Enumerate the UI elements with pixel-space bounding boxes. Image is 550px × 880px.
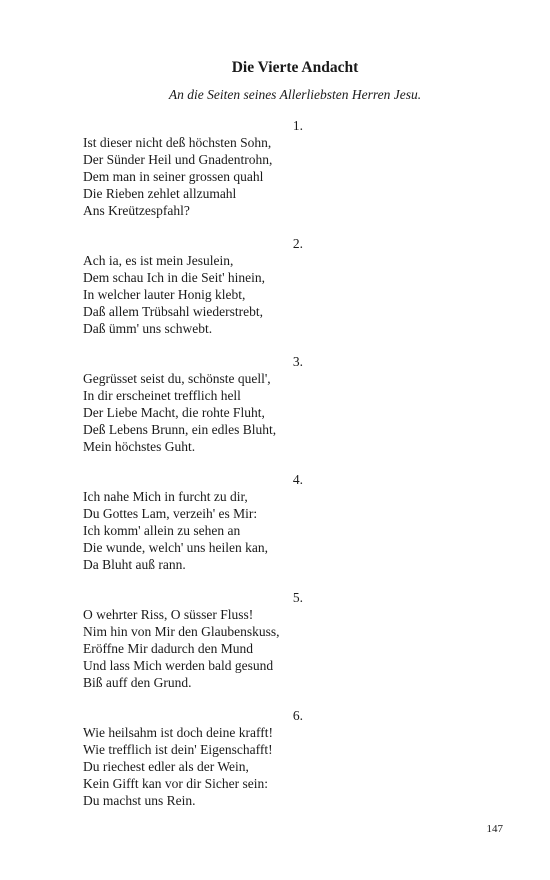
stanza-list	[83, 117, 303, 825]
stanza	[83, 235, 303, 353]
verse-line: Wie trefflich ist dein' Eigenschafft!	[83, 742, 273, 757]
verse-line: Wie heilsahm ist doch deine krafft!	[83, 725, 274, 740]
stanza	[83, 471, 303, 589]
verse-line: Und lass Mich werden bald gesund	[83, 658, 274, 673]
poem-title: Die Vierte Andacht	[231, 59, 359, 76]
verse-line: Ans Kreützespfahl?	[83, 203, 190, 218]
verse-line: Nim hin von Mir den Glaubenskuss,	[83, 624, 280, 639]
verse-line: Du riechest edler als der Wein,	[83, 759, 249, 774]
verse-line: Du Gottes Lam, verzeih' es Mir:	[83, 506, 258, 521]
verse-line: Mein höchstes Guht.	[83, 439, 196, 454]
verse-line: Die Rieben zehlet allzumahl	[83, 186, 237, 201]
stanza-number: 4.	[292, 472, 303, 487]
stanza-number: 5.	[292, 590, 303, 605]
verse-line: Ist dieser nicht deß höchsten Sohn,	[83, 135, 272, 150]
stanza-number: 6.	[292, 708, 303, 723]
poem-subtitle: An die Seiten seines Allerliebsten Herren Jesu.	[168, 87, 422, 102]
verse-line: Der Sünder Heil und Gnadentrohn,	[83, 152, 273, 167]
verse-line: Da Bluht auß rann.	[83, 557, 186, 572]
verse-line: Ich nahe Mich in furcht zu dir,	[83, 489, 248, 504]
stanza-number: 3.	[292, 354, 303, 369]
verse-line: Ach ia, es ist mein Jesulein,	[83, 253, 234, 268]
verse-line: Kein Gifft kan vor dir Sicher sein:	[83, 776, 268, 791]
verse-line: Biß auff den Grund.	[83, 675, 192, 690]
verse-line: Die wunde, welch' uns heilen kan,	[83, 540, 269, 555]
verse-line: Dem man in seiner grossen quahl	[83, 169, 264, 184]
stanza-number: 1.	[292, 118, 303, 133]
verse-line: Daß allem Trübsahl wiederstrebt,	[83, 304, 263, 319]
verse-line: O wehrter Riss, O süsser Fluss!	[83, 607, 254, 622]
verse-line: Gegrüsset seist du, schönste quell',	[83, 371, 271, 386]
verse-line: Deß Lebens Brunn, ein edles Bluht,	[83, 422, 277, 437]
verse-line: In welcher lauter Honig klebt,	[83, 287, 246, 302]
stanza	[83, 707, 303, 825]
verse-line: Der Liebe Macht, die rohte Fluht,	[83, 405, 265, 420]
stanza	[83, 589, 303, 707]
verse-line: In dir erscheinet trefflich hell	[83, 388, 241, 403]
stanza-number: 2.	[292, 236, 303, 251]
page-number: 147	[486, 823, 503, 835]
verse-line: Du machst uns Rein.	[83, 793, 196, 808]
verse-line: Daß ümm' uns schwebt.	[83, 321, 213, 336]
stanza	[83, 353, 303, 471]
stanza	[83, 117, 303, 235]
verse-line: Ich komm' allein zu sehen an	[83, 523, 241, 538]
verse-line: Eröffne Mir dadurch den Mund	[83, 641, 253, 656]
verse-line: Dem schau Ich in die Seit' hinein,	[83, 270, 266, 285]
